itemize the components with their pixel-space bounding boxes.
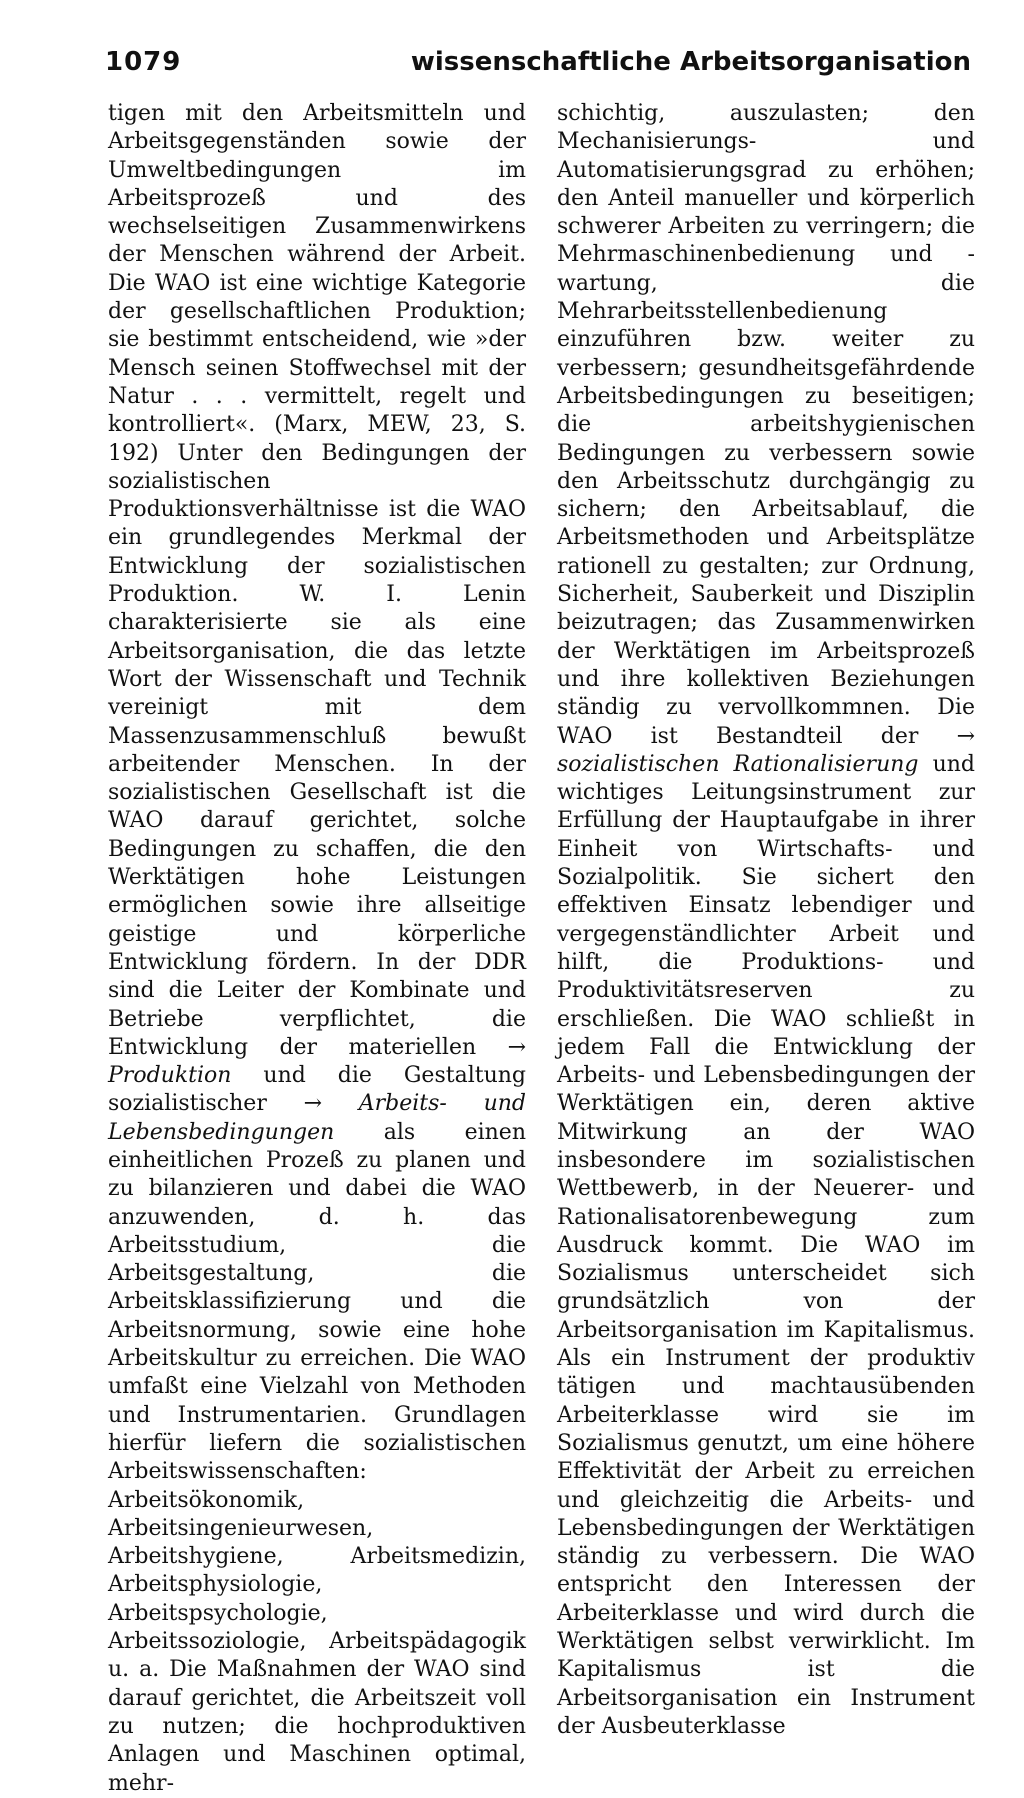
left-column-text: [108, 100, 526, 1798]
cross-reference-produktion[interactable]: Produktion: [108, 1063, 232, 1089]
right-column: [557, 100, 975, 1741]
cross-reference-arbeits-und-lebensbedingungen[interactable]: Arbeits- und Lebensbedingungen: [108, 1091, 526, 1145]
running-head: wissenschaftliche Arbeitsorganisation: [410, 47, 971, 77]
cross-reference-arrow-icon: →: [956, 723, 975, 749]
left-column: [108, 100, 526, 1798]
left-text-part2: und die Gestaltung sozialistischer: [108, 1063, 526, 1117]
cross-reference-arrow-icon: →: [303, 1091, 322, 1117]
right-text-part2: und wichtiges Leitungsinstrument zur Erfüllung der Hauptaufgabe in ihrer Einheit von Wirtschafts- und Sozialpolitik. Sie sichert den effektiven Einsatz lebendiger und vergegenständlichter Arbeit und hilft, die Produktions- und Produktivitätsreserven zu erschließen. Die WAO schließt in jedem Fall die Entwicklung der Arbeits- und Lebensbedingungen der Werktätigen ein, deren aktive Mitwirkung an der WAO insbesondere im sozialistischen Wettbewerb, in der Neuerer- und Rationalisatorenbewegung zum Ausdruck kommt. Die WAO im Sozialismus unterscheidet sich grundsätzlich von der Arbeitsorganisation im Kapitalismus. Als ein Instrument der produktiv tätigen und machtausübenden Arbeiterklasse wird sie im Sozialismus genutzt, um eine höhere Effektivität der Arbeit zu erreichen und gleichzeitig die Arbeits- und Lebensbedingungen der Werktätigen ständig zu verbessern. Die WAO entspricht den Interessen der Arbeiterklasse und wird durch die Werktätigen selbst verwirklicht. Im Kapitalismus ist die Arbeitsorganisation ein Instrument der Ausbeuterklasse: [557, 751, 975, 1739]
left-text-part1: tigen mit den Arbeitsmitteln und Arbeitsgegenständen sowie der Umweltbedingungen im Arbeitsprozeß und des wechselseitigen Zusammenwirkens der Menschen während der Arbeit. Die WAO ist eine wichtige Kategorie der gesellschaftlichen Produktion; sie bestimmt entscheidend, wie »der Mensch seinen Stoffwechsel mit der Natur . . . vermittelt, regelt und kontrolliert«. (Marx, MEW, 23, S. 192) Unter den Bedingungen der sozialistischen Produktionsverhältnisse ist die WAO ein grundlegendes Merkmal der Entwicklung der sozialistischen Produktion. W. I. Lenin charakterisierte sie als eine Arbeitsorganisation, die das letzte Wort der Wissenschaft und Technik vereinigt mit dem Massenzusammenschluß bewußt arbeitender Menschen. In der sozialistischen Gesellschaft ist die WAO darauf gerichtet, solche Bedingungen zu schaffen, die den Werktätigen hohe Leistungen ermöglichen sowie ihre allseitige geistige und körperliche Entwicklung fördern. In der DDR sind die Leiter der Kombinate und Betriebe verpflichtet, die Entwicklung der materiellen: [108, 101, 526, 1060]
right-column-text: [557, 100, 975, 1741]
cross-reference-arrow-icon: →: [507, 1034, 526, 1060]
right-text-part1: schichtig, auszulasten; den Mechanisierungs- und Automatisierungsgrad zu erhöhen; den Anteil manueller und körperlich schwerer Arbeiten zu verringern; die Mehrmaschinenbedienung und -wartung, die Mehrarbeitsstellenbedienung einzuführen bzw. weiter zu verbessern; gesundheitsgefährdende Arbeitsbedingungen zu beseitigen; die arbeitshygienischen Bedingungen zu verbessern sowie den Arbeitsschutz durchgängig zu sichern; den Arbeitsablauf, die Arbeitsmethoden und Arbeitsplätze rationell zu gestalten; zur Ordnung, Sicherheit, Sauberkeit und Disziplin beizutragen; das Zusammenwirken der Werktätigen im Arbeitsprozeß und ihre kollektiven Beziehungen ständig zu vervollkommnen. Die WAO ist Bestandteil der: [557, 101, 975, 749]
cross-reference-sozialistische-rationalisierung[interactable]: sozialistischen Rationalisierung: [557, 751, 919, 777]
left-text-part3: als einen einheitlichen Prozeß zu planen und zu bilanzieren und dabei die WAO anzuwenden, d. h. das Arbeitsstudium, die Arbeitsgestaltung, die Arbeitsklassifizierung und die Arbeitsnormung, sowie eine hohe Arbeitskultur zu erreichen. Die WAO umfaßt eine Vielzahl von Methoden und Instrumentarien. Grundlagen hierfür liefern die sozialistischen Arbeitswissenschaften: Arbeitsökonomik, Arbeitsingenieurwesen, Arbeitshygiene, Arbeitsmedizin, Arbeitsphysiologie, Arbeitspsychologie, Arbeitssoziologie, Arbeitspädagogik u. a. Die Maßnahmen der WAO sind darauf gerichtet, die Arbeitszeit voll zu nutzen; die hochproduktiven Anlagen und Maschinen optimal, mehr-: [108, 1119, 526, 1796]
page-header: [105, 42, 971, 82]
page-number: 1079: [105, 47, 182, 77]
